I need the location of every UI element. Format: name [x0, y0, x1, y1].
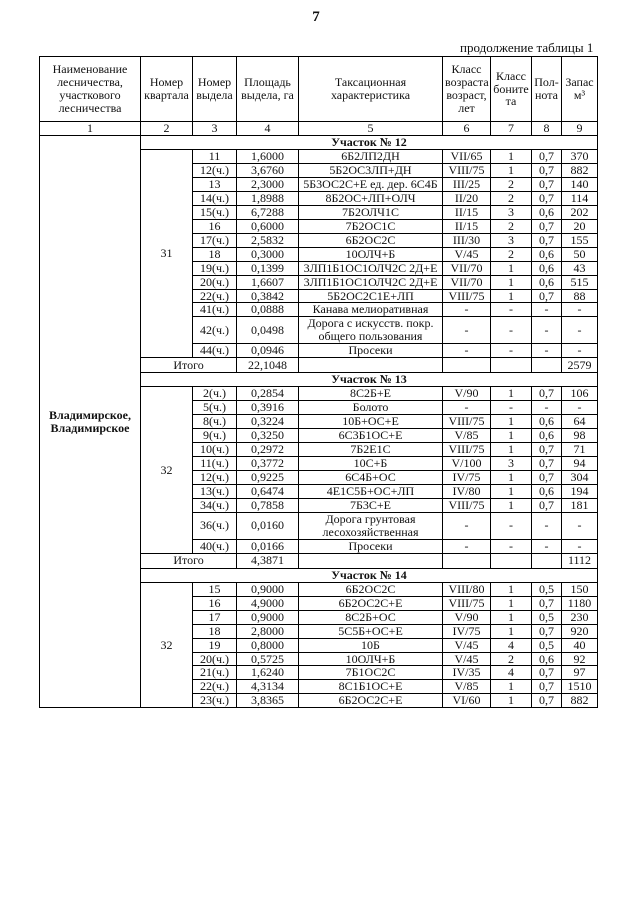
table-cell: 11: [193, 150, 237, 164]
table-cell: 1: [491, 415, 532, 429]
table-cell: 2(ч.): [193, 387, 237, 401]
table-cell: 0,7: [532, 666, 562, 680]
table-cell: 2: [491, 177, 532, 191]
table-cell: III/25: [443, 177, 491, 191]
table-cell: 0,6: [532, 205, 562, 219]
table-cell: 0,5725: [237, 652, 299, 666]
column-header: Таксационная характеристика: [299, 57, 443, 122]
table-cell: 40(ч.): [193, 539, 237, 553]
table-cell: Просеки: [299, 344, 443, 358]
table-cell: 6Б2ОС2С+Е: [299, 694, 443, 708]
table-cell: 0,9225: [237, 471, 299, 485]
table-cell: 7Б2ОС1С: [299, 219, 443, 233]
table-cell: 0,3224: [237, 415, 299, 429]
table-cell: VIII/75: [443, 163, 491, 177]
table-cell: 1: [491, 163, 532, 177]
table-cell: 1: [491, 582, 532, 596]
table-cell: 8Б2ОС+ЛП+ОЛЧ: [299, 191, 443, 205]
table-cell: 1180: [562, 596, 598, 610]
table-cell: 0,5: [532, 638, 562, 652]
table-cell: 1: [491, 429, 532, 443]
empty-cell: [443, 553, 491, 568]
table-cell: 230: [562, 610, 598, 624]
table-cell: -: [443, 401, 491, 415]
table-cell: 41(ч.): [193, 303, 237, 317]
table-cell: 882: [562, 694, 598, 708]
table-cell: 98: [562, 429, 598, 443]
table-cell: Просеки: [299, 539, 443, 553]
table-cell: 3: [491, 205, 532, 219]
table-cell: 12(ч.): [193, 471, 237, 485]
table-cell: 0,7: [532, 289, 562, 303]
table-cell: 8С2Б+ОС: [299, 610, 443, 624]
column-header: Класс возраста возраст, лет: [443, 57, 491, 122]
table-cell: 114: [562, 191, 598, 205]
table-cell: 2: [491, 247, 532, 261]
table-cell: 0,7: [532, 219, 562, 233]
table-cell: 0,0888: [237, 303, 299, 317]
table-cell: 0,3000: [237, 247, 299, 261]
table-cell: 43: [562, 261, 598, 275]
table-cell: VIII/75: [443, 443, 491, 457]
table-cell: 1,6607: [237, 275, 299, 289]
table-cell: 7Б1ОС2С: [299, 666, 443, 680]
table-cell: 40: [562, 638, 598, 652]
empty-cell: [491, 553, 532, 568]
table-cell: -: [532, 303, 562, 317]
table-cell: 1: [491, 261, 532, 275]
table-cell: 17: [193, 610, 237, 624]
kvartal-number: 32: [141, 582, 193, 708]
table-cell: 0,5: [532, 610, 562, 624]
table-cell: 0,7: [532, 163, 562, 177]
table-cell: 0,7: [532, 596, 562, 610]
table-cell: 7Б3С+Е: [299, 498, 443, 512]
table-cell: 5(ч.): [193, 401, 237, 415]
section-title: Участок № 14: [141, 568, 598, 582]
total-area: 22,1048: [237, 358, 299, 373]
table-cell: 3: [491, 233, 532, 247]
table-cell: 6Б2ОС2С: [299, 582, 443, 596]
table-cell: 6С3Б1ОС+Е: [299, 429, 443, 443]
table-cell: 15(ч.): [193, 205, 237, 219]
table-cell: 0,3250: [237, 429, 299, 443]
table-cell: 14(ч.): [193, 191, 237, 205]
table-cell: 11(ч.): [193, 457, 237, 471]
table-cell: 0,6: [532, 261, 562, 275]
table-cell: 1: [491, 624, 532, 638]
table-cell: 1: [491, 694, 532, 708]
table-cell: 15: [193, 582, 237, 596]
table-cell: 13: [193, 177, 237, 191]
table-cell: 5С5Б+ОС+Е: [299, 624, 443, 638]
table-cell: -: [443, 539, 491, 553]
table-cell: VII/70: [443, 275, 491, 289]
table-cell: Дорога с искусств. покр. общего пользования: [299, 317, 443, 344]
column-number: 8: [532, 122, 562, 136]
table-cell: III/30: [443, 233, 491, 247]
table-cell: 10С+Б: [299, 457, 443, 471]
table-cell: 0,8000: [237, 638, 299, 652]
column-numbers-row: [40, 122, 598, 136]
table-cell: V/90: [443, 387, 491, 401]
table-cell: 202: [562, 205, 598, 219]
table-cell: -: [491, 512, 532, 539]
forestry-name: Владимирское, Владимирское: [40, 136, 141, 708]
table-cell: 5Б2ОС2С1Е+ЛП: [299, 289, 443, 303]
table-cell: Болото: [299, 401, 443, 415]
table-cell: VI/60: [443, 694, 491, 708]
table-cell: 8С1Б1ОС+Е: [299, 680, 443, 694]
section-title: Участок № 13: [141, 373, 598, 387]
table-cell: 0,2854: [237, 387, 299, 401]
table-cell: V/85: [443, 429, 491, 443]
section-title: Участок № 12: [141, 136, 598, 150]
table-cell: 2,8000: [237, 624, 299, 638]
table-cell: 21(ч.): [193, 666, 237, 680]
table-cell: 5Б3ОС2С+Е ед. дер. 6С4Б: [299, 177, 443, 191]
table-cell: 155: [562, 233, 598, 247]
table-cell: 10ОЛЧ+Б: [299, 247, 443, 261]
table-cell: 19: [193, 638, 237, 652]
table-cell: 6Б2ЛП2ДН: [299, 150, 443, 164]
table-cell: 20(ч.): [193, 275, 237, 289]
table-cell: 0,2972: [237, 443, 299, 457]
table-cell: 22(ч.): [193, 289, 237, 303]
table-cell: 0,7: [532, 471, 562, 485]
table-cell: 92: [562, 652, 598, 666]
table-cell: 50: [562, 247, 598, 261]
column-header: Пол- нота: [532, 57, 562, 122]
table-cell: 140: [562, 177, 598, 191]
table-cell: 1,6240: [237, 666, 299, 680]
table-cell: 0,6: [532, 652, 562, 666]
table-cell: VIII/75: [443, 596, 491, 610]
table-cell: VIII/75: [443, 498, 491, 512]
table-caption: продолжение таблицы 1: [460, 40, 594, 55]
table-cell: 0,6: [532, 429, 562, 443]
table-cell: 0,7858: [237, 498, 299, 512]
empty-cell: [443, 358, 491, 373]
table-cell: 36(ч.): [193, 512, 237, 539]
table-cell: V/90: [443, 610, 491, 624]
table-cell: 1: [491, 471, 532, 485]
column-number: 3: [193, 122, 237, 136]
table-cell: 3: [491, 457, 532, 471]
table-cell: 17(ч.): [193, 233, 237, 247]
table-cell: 0,9000: [237, 610, 299, 624]
table-cell: 3,6760: [237, 163, 299, 177]
table-cell: 94: [562, 457, 598, 471]
total-zapas: 1112: [562, 553, 598, 568]
column-number: 5: [299, 122, 443, 136]
table-cell: 1: [491, 275, 532, 289]
table-cell: -: [562, 512, 598, 539]
table-cell: IV/80: [443, 484, 491, 498]
table-cell: 0,7: [532, 498, 562, 512]
column-header: Площадь выдела, га: [237, 57, 299, 122]
table-cell: 6Б2ОС2С+Е: [299, 596, 443, 610]
table-cell: VIII/80: [443, 582, 491, 596]
table-cell: 2: [491, 219, 532, 233]
table-cell: 16: [193, 596, 237, 610]
table-cell: 10ОЛЧ+Б: [299, 652, 443, 666]
table-cell: 16: [193, 219, 237, 233]
table-cell: 1: [491, 150, 532, 164]
table-cell: 34(ч.): [193, 498, 237, 512]
table-cell: 0,7: [532, 680, 562, 694]
table-cell: II/20: [443, 191, 491, 205]
table-cell: 0,6: [532, 275, 562, 289]
table-cell: V/85: [443, 680, 491, 694]
table-cell: -: [562, 401, 598, 415]
column-header: Наименование лесничества, участкового лесничества: [40, 57, 141, 122]
table-cell: 0,7: [532, 457, 562, 471]
table-cell: II/15: [443, 205, 491, 219]
column-header: Номер выдела: [193, 57, 237, 122]
table-cell: 0,3842: [237, 289, 299, 303]
table-cell: IV/35: [443, 666, 491, 680]
table-cell: VII/70: [443, 261, 491, 275]
table-cell: V/100: [443, 457, 491, 471]
table-cell: 3ЛП1Б1ОС1ОЛЧ2С 2Д+Е: [299, 261, 443, 275]
table-cell: 0,0946: [237, 344, 299, 358]
table-cell: -: [491, 539, 532, 553]
section-title-row: [40, 136, 598, 150]
column-number: 7: [491, 122, 532, 136]
table-cell: 42(ч.): [193, 317, 237, 344]
table-cell: 0,0498: [237, 317, 299, 344]
table-cell: Канава мелиоративная: [299, 303, 443, 317]
table-cell: 304: [562, 471, 598, 485]
table-cell: 97: [562, 666, 598, 680]
table-cell: 515: [562, 275, 598, 289]
table-cell: 8С2Б+Е: [299, 387, 443, 401]
table-cell: 10Б+ОС+Е: [299, 415, 443, 429]
table-cell: Дорога грунтовая лесохозяйственная: [299, 512, 443, 539]
table-cell: 20(ч.): [193, 652, 237, 666]
table-cell: 20: [562, 219, 598, 233]
table-cell: 370: [562, 150, 598, 164]
table-cell: 2: [491, 191, 532, 205]
table-cell: V/45: [443, 652, 491, 666]
table-cell: 0,5: [532, 582, 562, 596]
table-cell: -: [443, 344, 491, 358]
table-cell: 1: [491, 484, 532, 498]
table-cell: -: [443, 317, 491, 344]
table-cell: 0,1399: [237, 261, 299, 275]
table-cell: -: [491, 303, 532, 317]
table-cell: 1,6000: [237, 150, 299, 164]
table-cell: 0,6: [532, 415, 562, 429]
table-cell: 3ЛП1Б1ОС1ОЛЧ2С 2Д+Е: [299, 275, 443, 289]
table-cell: 181: [562, 498, 598, 512]
table-cell: 0,7: [532, 694, 562, 708]
column-number: 6: [443, 122, 491, 136]
table-cell: -: [562, 317, 598, 344]
table-cell: 18: [193, 247, 237, 261]
table-cell: 1: [491, 596, 532, 610]
total-label: Итого: [141, 358, 237, 373]
empty-cell: [532, 553, 562, 568]
total-area: 4,3871: [237, 553, 299, 568]
table-cell: 4: [491, 638, 532, 652]
table-cell: -: [443, 303, 491, 317]
column-number: 1: [40, 122, 141, 136]
table-cell: 1: [491, 680, 532, 694]
table-cell: 2: [491, 652, 532, 666]
table-cell: 920: [562, 624, 598, 638]
table-cell: 7Б2Е1С: [299, 443, 443, 457]
table-cell: 1: [491, 387, 532, 401]
column-number: 4: [237, 122, 299, 136]
table-cell: 1: [491, 289, 532, 303]
table-cell: 194: [562, 484, 598, 498]
column-header: Запас м³: [562, 57, 598, 122]
table-cell: 0,0160: [237, 512, 299, 539]
total-label: Итого: [141, 553, 237, 568]
table-cell: V/45: [443, 247, 491, 261]
table-cell: -: [491, 401, 532, 415]
table-cell: 0,0166: [237, 539, 299, 553]
table-cell: 1: [491, 498, 532, 512]
table-cell: 4: [491, 666, 532, 680]
table-cell: 3,8365: [237, 694, 299, 708]
table-cell: 2,3000: [237, 177, 299, 191]
column-header: Номер квартала: [141, 57, 193, 122]
table-cell: 0,3916: [237, 401, 299, 415]
table-cell: 106: [562, 387, 598, 401]
table-cell: -: [443, 512, 491, 539]
table-cell: 5Б2ОС3ЛП+ДН: [299, 163, 443, 177]
table-cell: 6С4Б+ОС: [299, 471, 443, 485]
table-cell: 1510: [562, 680, 598, 694]
column-number: 2: [141, 122, 193, 136]
table-cell: 6Б2ОС2С: [299, 233, 443, 247]
page-number: 7: [312, 9, 320, 25]
table-cell: -: [532, 539, 562, 553]
table-cell: 0,6474: [237, 484, 299, 498]
table-cell: 8(ч.): [193, 415, 237, 429]
table-cell: 9(ч.): [193, 429, 237, 443]
table-cell: 13(ч.): [193, 484, 237, 498]
table-cell: -: [562, 344, 598, 358]
table-cell: 0,7: [532, 624, 562, 638]
table-cell: 0,9000: [237, 582, 299, 596]
table-cell: IV/75: [443, 471, 491, 485]
total-zapas: 2579: [562, 358, 598, 373]
table-cell: -: [562, 303, 598, 317]
table-cell: 0,6000: [237, 219, 299, 233]
table-cell: 0,7: [532, 387, 562, 401]
table-cell: 2,5832: [237, 233, 299, 247]
header-row: [40, 57, 598, 122]
table-cell: -: [491, 317, 532, 344]
table-cell: II/15: [443, 219, 491, 233]
kvartal-number: 32: [141, 387, 193, 553]
table-cell: 44(ч.): [193, 344, 237, 358]
table-cell: 10(ч.): [193, 443, 237, 457]
table-cell: 12(ч.): [193, 163, 237, 177]
table-cell: 7Б2ОЛЧ1С: [299, 205, 443, 219]
empty-cell: [491, 358, 532, 373]
table-cell: -: [491, 344, 532, 358]
table-cell: -: [562, 539, 598, 553]
table-cell: 4Е1С5Б+ОС+ЛП: [299, 484, 443, 498]
table-cell: 10Б: [299, 638, 443, 652]
table-cell: VIII/75: [443, 415, 491, 429]
table-cell: VII/65: [443, 150, 491, 164]
table-cell: 0,7: [532, 191, 562, 205]
table-cell: 0,7: [532, 233, 562, 247]
table-cell: 64: [562, 415, 598, 429]
kvartal-number: 31: [141, 150, 193, 358]
table-cell: 22(ч.): [193, 680, 237, 694]
table-cell: 0,3772: [237, 457, 299, 471]
empty-cell: [299, 358, 443, 373]
empty-cell: [299, 553, 443, 568]
table-cell: 4,3134: [237, 680, 299, 694]
table-cell: 18: [193, 624, 237, 638]
table-cell: 4,9000: [237, 596, 299, 610]
table-cell: 0,7: [532, 150, 562, 164]
table-cell: 150: [562, 582, 598, 596]
taxation-table: [39, 56, 598, 708]
column-number: 9: [562, 122, 598, 136]
table-cell: 0,6: [532, 484, 562, 498]
table-cell: 0,6: [532, 247, 562, 261]
table-cell: -: [532, 512, 562, 539]
table-cell: 23(ч.): [193, 694, 237, 708]
table-cell: 1: [491, 443, 532, 457]
table-cell: -: [532, 344, 562, 358]
table-cell: VIII/75: [443, 289, 491, 303]
table-cell: 88: [562, 289, 598, 303]
table-cell: -: [532, 317, 562, 344]
table-cell: IV/75: [443, 624, 491, 638]
table-cell: V/45: [443, 638, 491, 652]
empty-cell: [532, 358, 562, 373]
table-cell: 6,7288: [237, 205, 299, 219]
table-cell: 0,7: [532, 177, 562, 191]
column-header: Класс боните та: [491, 57, 532, 122]
table-cell: 19(ч.): [193, 261, 237, 275]
table-cell: 1: [491, 610, 532, 624]
table-cell: -: [532, 401, 562, 415]
table-cell: 71: [562, 443, 598, 457]
table-cell: 1,8988: [237, 191, 299, 205]
table-cell: 0,7: [532, 443, 562, 457]
table-cell: 882: [562, 163, 598, 177]
